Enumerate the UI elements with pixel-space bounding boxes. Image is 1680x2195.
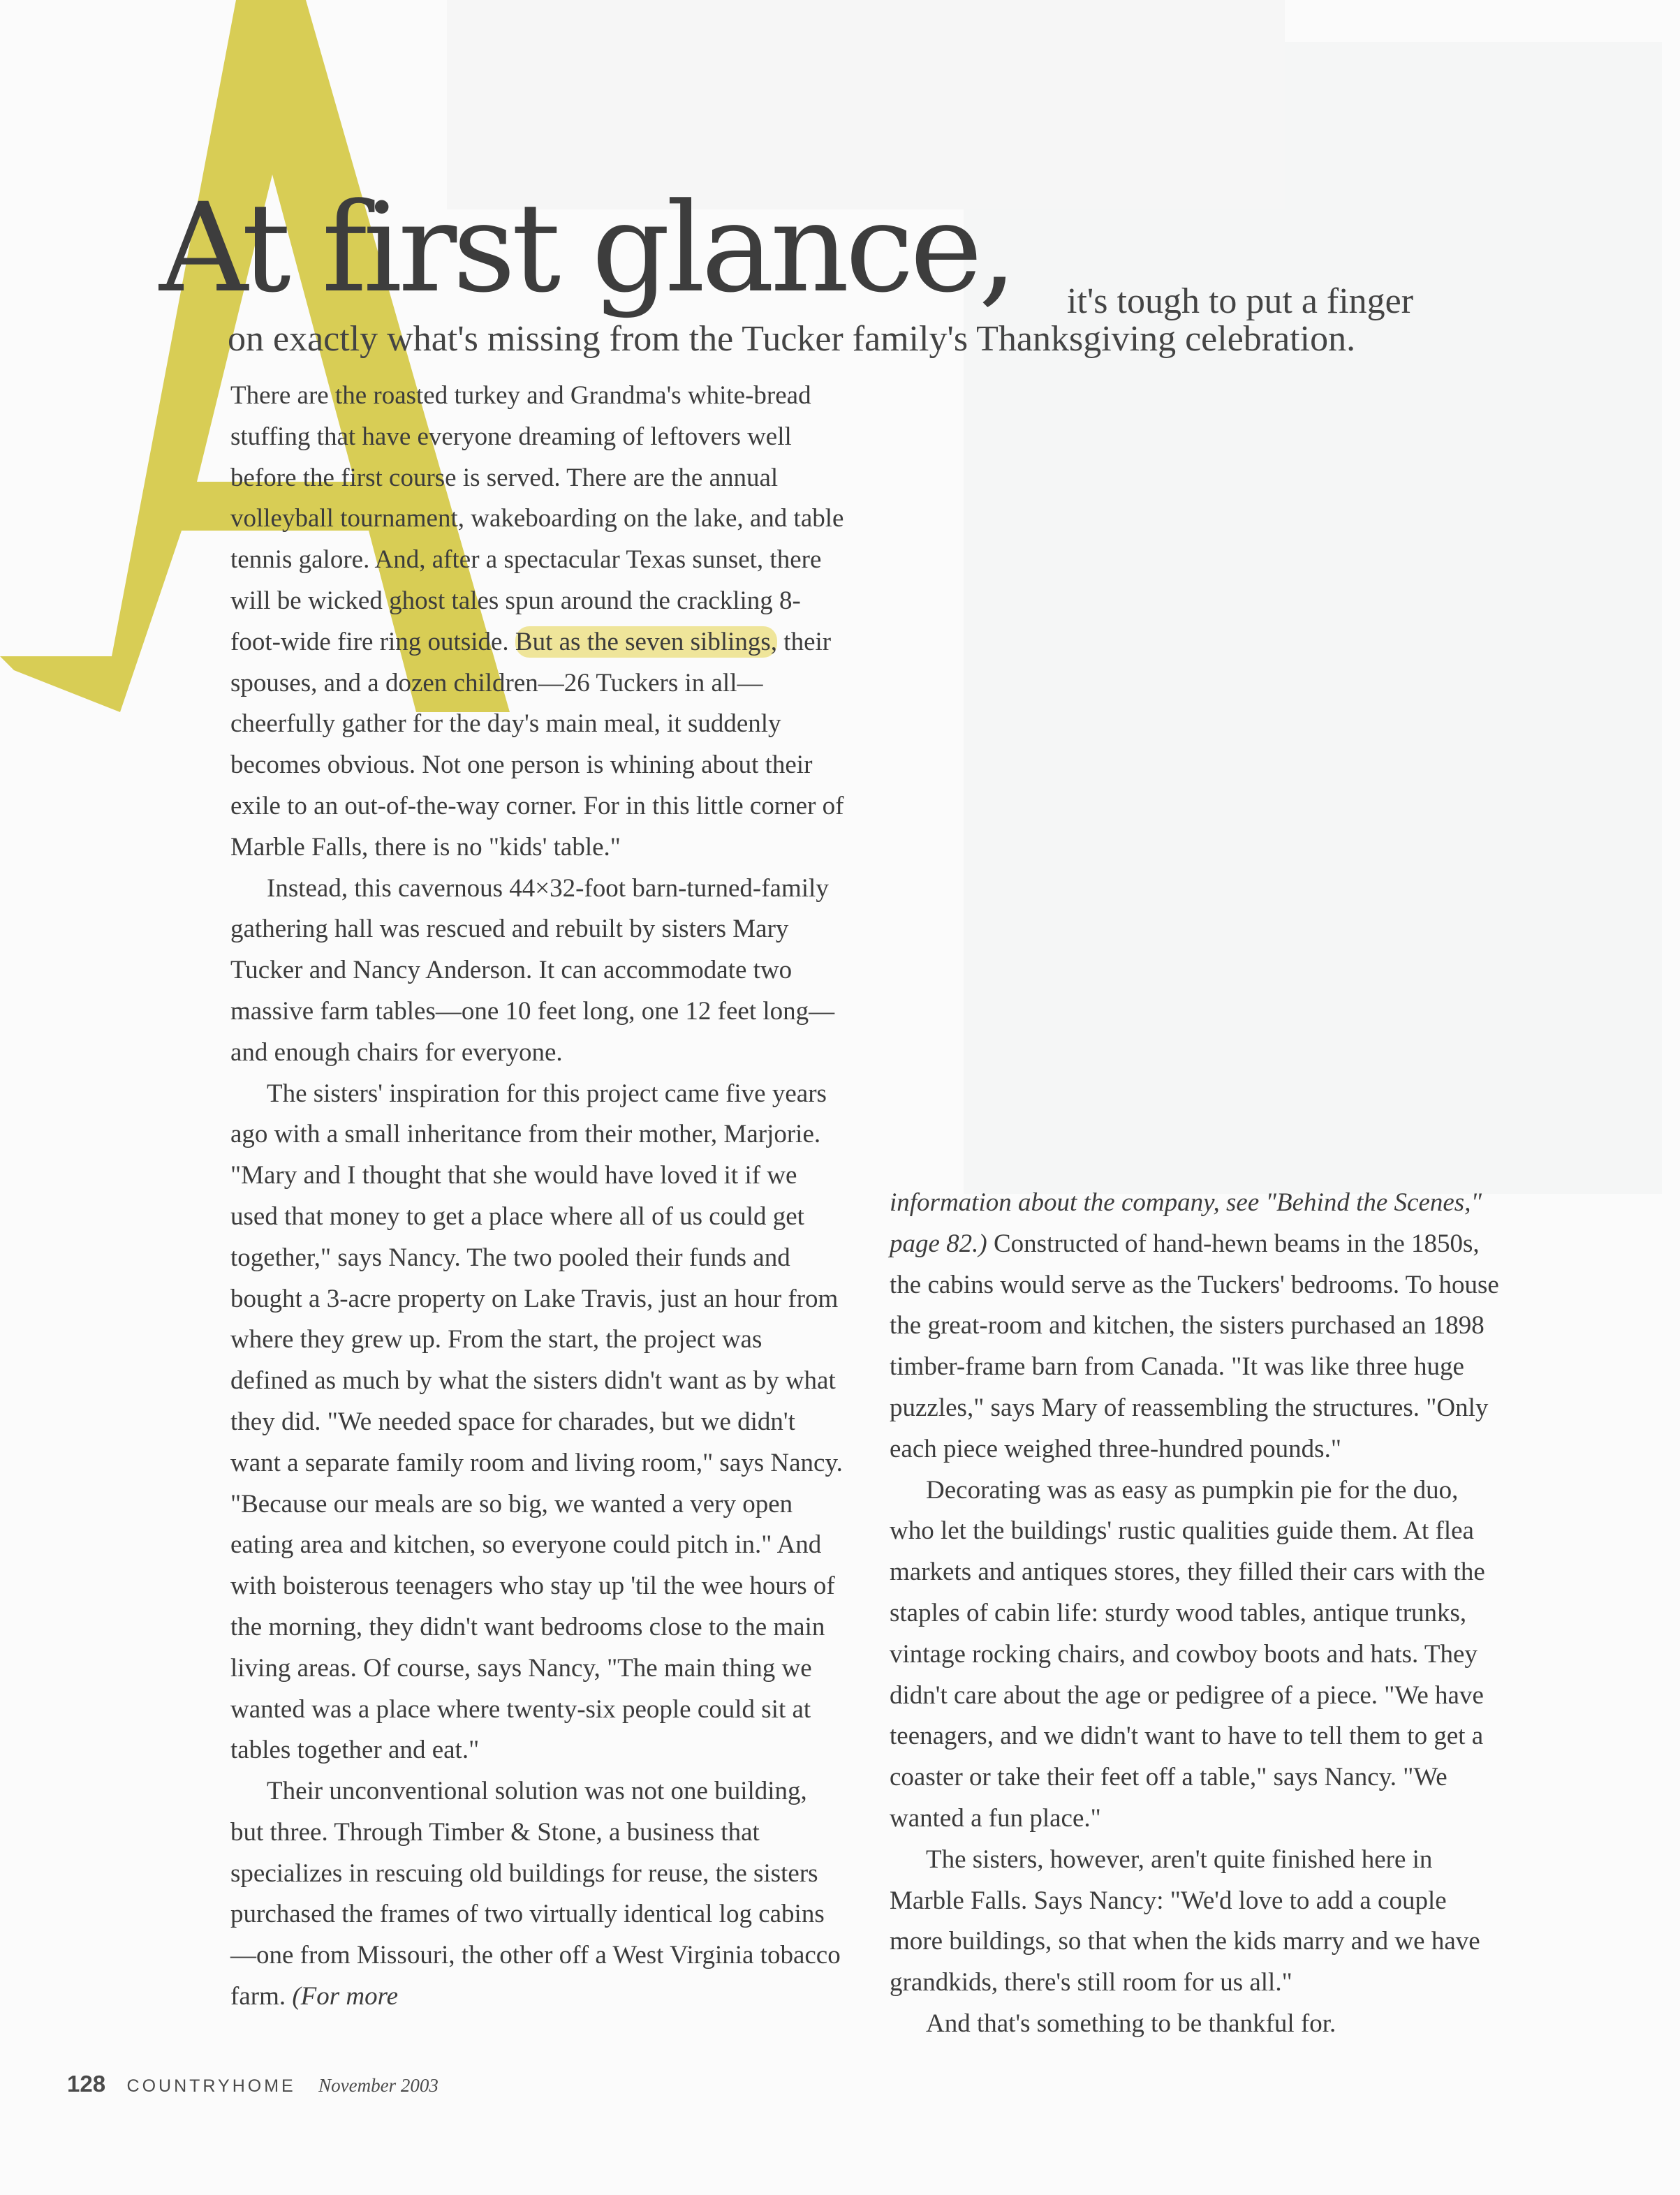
- magazine-name: [127, 2076, 296, 2096]
- headline-at-first-glance: At first glance,: [159, 177, 1014, 320]
- column1-paragraph-4-text: Their unconventional solution was not one building, but three. Through Timber & Stone, a business that specializes in rescuing old buildings for reuse, the sisters purchased the frames of two virtually identical log cabins—one from Missouri, the other off a West Virginia tobacco farm.: [230, 1777, 841, 2011]
- column2-paragraph-1-text: Constructed of hand-hewn beams in the 1850s, the cabins would serve as the Tuckers' bedrooms. To house the great-room and kitchen, the sisters purchased an 1898 timber-frame barn from Canada. "It was like three huge puzzles," says Mary of reassembling the structures. "Only each piece weighed three-hundred pounds.": [890, 1229, 1499, 1463]
- article-column-1: [230, 376, 845, 2018]
- column2-paragraph-1-italic: information about the company, see "Behind the Scenes," page 82.): [890, 1188, 1482, 1258]
- page-footer: [67, 2071, 439, 2097]
- page-number: 128: [67, 2071, 106, 2097]
- column1-paragraph-3: The sisters' inspiration for this project came five years ago with a small inheritance from their mother, Marjorie. "Mary and I thought that she would have loved it if we used that money to get a place where all of us could get together," says Nancy. The two pooled their funds and bought a 3-acre property on Lake Travis, just an hour from where they grew up. From the start, the project was defined as much by what the sisters didn't want as by what they did. "We needed space for charades, but we didn't want a separate family room and living room," says Nancy. "Because our meals are so big, we wanted a very open eating area and kitchen, so everyone could pitch in." And with boisterous teenagers who stay up 'til the wee hours of the morning, they didn't want bedrooms close to the main living areas. Of course, says Nancy, "The main thing we wanted was a place where twenty-six people could sit at tables together and eat.": [230, 1079, 843, 1765]
- column2-paragraph-3: The sisters, however, aren't quite finished here in Marble Falls. Says Nancy: "We'd love to add a couple more buildings, so that when the kids marry and we have grandkids, there's still room for us all.": [890, 1845, 1480, 1997]
- column1-paragraph-1-tail: their spouses, and a dozen children—26 Tuckers in all—cheerfully gather for the day's main meal, it suddenly becomes obvious. Not one person is whining about their exile to an out-of-the-way corner. For in this little corner of Marble Falls, there is no "kids' table.": [230, 627, 844, 862]
- column1-paragraph-4-italic: (For more: [292, 1982, 399, 2011]
- background-photo-shade-right: [964, 42, 1662, 1194]
- column2-paragraph-2: Decorating was as easy as pumpkin pie for the duo, who let the buildings' rustic qualities guide them. At flea markets and antiques stores, they filled their cars with the staples of cabin life: sturdy wood tables, antique trunks, vintage rocking chairs, and cowboy boots and hats. They didn't care about the age or pedigree of a piece. "We have teenagers, and we didn't want to have to tell them to get a coaster or take their feet off a table," says Nancy. "We wanted a fun place.": [890, 1475, 1485, 1833]
- column1-paragraph-1-lead: There are the roasted turkey and Grandma's white-bread stuffing that have everyone dreaming of leftovers well before the first course is served. There are the annual volleyball tournament, wakeboarding on the lake, and table tennis galore. And, after a spectacular Texas sunset, there will be wicked ghost tales spun around the crackling 8-foot-wide fire ring outside.: [230, 381, 844, 656]
- issue-date: November 2003: [318, 2075, 439, 2096]
- article-column-2: [890, 1183, 1504, 2045]
- column1-paragraph-1: [230, 376, 845, 869]
- column2-paragraph-1: [890, 1183, 1504, 1470]
- column1-paragraph-4: [230, 1771, 845, 2018]
- column1-paragraph-2: Instead, this cavernous 44×32-foot barn-turned-family gathering hall was rescued and rebuilt by sisters Mary Tucker and Nancy Anderson. It can accommodate two massive farm tables—one 10 feet long, one 12 feet long—and enough chairs for everyone.: [230, 873, 835, 1067]
- column2-paragraph-4: And that's something to be thankful for.: [926, 2009, 1336, 2038]
- magazine-name-part-2: HOME: [232, 2076, 296, 2096]
- highlighted-phrase: But as the seven siblings,: [515, 627, 778, 656]
- headline-deck-line-2: on exactly what's missing from the Tucker family's Thanksgiving celebration.: [228, 319, 1356, 359]
- magazine-name-part-1: COUNTRY: [126, 2076, 233, 2096]
- headline-deck-line-1: it's tough to put a finger: [1067, 281, 1414, 321]
